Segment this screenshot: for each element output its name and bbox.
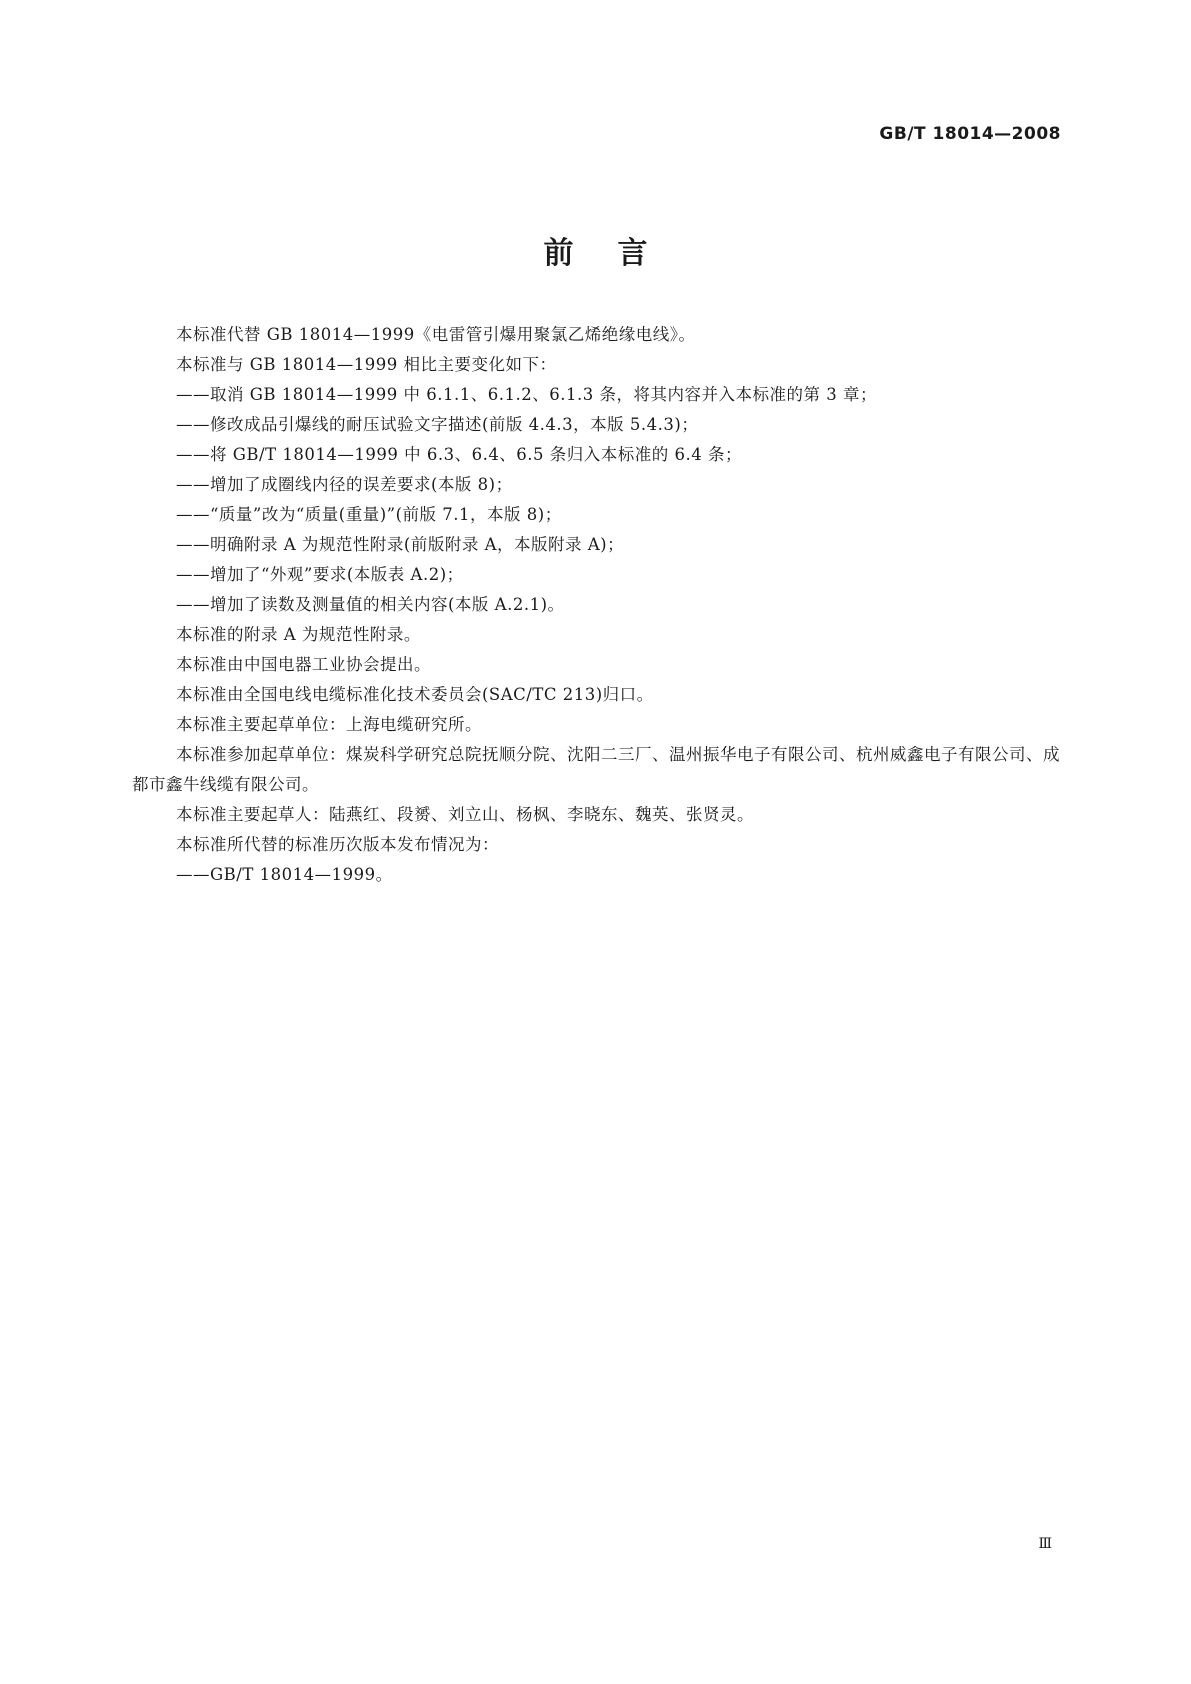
paragraph: 本标准的附录 A 为规范性附录。 — [176, 625, 421, 644]
paragraph: 本标准参加起草单位：煤炭科学研究总院抚顺分院、沈阳二三厂、温州振华电子有限公司、杭州威鑫电子有限公司、成都市鑫牛线缆有限公司。 — [132, 745, 1060, 794]
page-number: Ⅲ — [1038, 1536, 1053, 1552]
list-item: ——增加了读数及测量值的相关内容(本版 A.2.1)。 — [176, 595, 565, 614]
list-item: ——明确附录 A 为规范性附录(前版附录 A，本版附录 A)； — [176, 535, 625, 554]
list-item: ——GB/T 18014—1999。 — [176, 865, 393, 884]
paragraph: 本标准与 GB 18014—1999 相比主要变化如下： — [176, 355, 557, 374]
document-body — [132, 320, 1062, 890]
paragraph: 本标准主要起草单位：上海电缆研究所。 — [176, 715, 482, 734]
list-item: ——增加了“外观”要求(本版表 A.2)； — [176, 565, 464, 584]
standard-code: GB/T 18014—2008 — [879, 124, 1061, 144]
paragraph: 本标准由全国电线电缆标准化技术委员会(SAC/TC 213)归口。 — [176, 685, 654, 704]
list-item: ——增加了成圈线内径的误差要求(本版 8)； — [176, 475, 513, 494]
paragraph: 本标准由中国电器工业协会提出。 — [176, 655, 431, 674]
list-item: ——修改成品引爆线的耐压试验文字描述(前版 4.4.3，本版 5.4.3)； — [176, 415, 699, 434]
page-title: 前言 — [543, 236, 692, 271]
paragraph: 本标准主要起草人：陆燕红、段赟、刘立山、杨枫、李晓东、魏英、张贤灵。 — [176, 805, 754, 824]
list-item: ——“质量”改为“质量(重量)”(前版 7.1，本版 8)； — [176, 505, 562, 524]
paragraph: 本标准所代替的标准历次版本发布情况为： — [176, 835, 499, 854]
list-item: ——将 GB/T 18014—1999 中 6.3、6.4、6.5 条归入本标准的 6.4 条； — [176, 445, 743, 464]
paragraph: 本标准代替 GB 18014—1999《电雷管引爆用聚氯乙烯绝缘电线》。 — [176, 325, 696, 344]
list-item: ——取消 GB 18014—1999 中 6.1.1、6.1.2、6.1.3 条，将其内容并入本标准的第 3 章； — [176, 385, 877, 404]
